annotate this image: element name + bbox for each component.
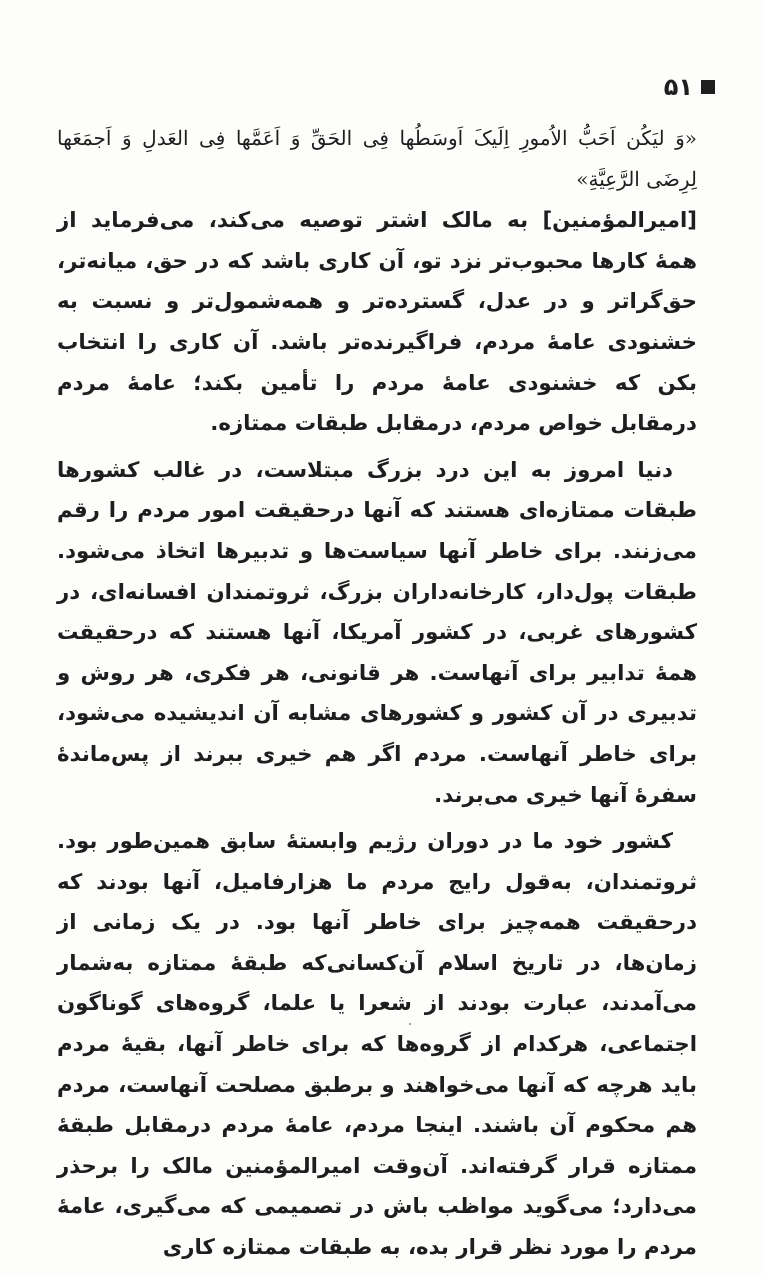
body-text xyxy=(57,118,697,1275)
paragraph: کشور خود ما در دوران رژیم وابستهٔ سابق همین‌طور بود. ثروتمندان، به‌قول رایج مردم ما هزارفامیل، آنها بودند که درحقیقت همه‌چیز برای خاطر آنها بود. در یک زمانی از زمان‌ها، در تاریخ اسلام آن‌کسانی‌که طبقهٔ ممتازه به‌شمار می‌آمدند، عبارت بودند از شعرا یا علما، گروه‌های گوناگون اجتماعی، هرکدام از گروه‌ها که برای خاطر آنها، بقیهٔ مردم باید هرچه که آنها می‌خواهند و برطبق مصلحت آنهاست، مردم هم محکوم آن باشند. اینجا مردم، عامهٔ مردم درمقابل طبقهٔ ممتازه قرار گرفته‌اند. آن‌وقت امیرالمؤمنین مالک را برحذر می‌دارد؛ می‌گوید مواظب باش در تصمیمی که می‌گیری، عامهٔ مردم را مورد نظر قرار بده، به طبقات ممتازه کاری xyxy=(57,829,697,1261)
print-speck xyxy=(409,1023,411,1025)
page-header xyxy=(664,70,715,104)
page-number: ۵۱ xyxy=(663,73,693,101)
paragraph: [امیرالمؤمنین] به مالک اشتر توصیه می‌کند، می‌فرماید از همهٔ کارها محبوب‌تر نزد تو، آن کاری باشد که در حق، میانه‌تر، حق‌گراتر و در عدل، گسترده‌تر و همه‌شمول‌تر و نسبت به خشنودی عامهٔ مردم، فراگیرنده‌تر باشد. آن کاری را انتخاب بکن که خشنودی عامهٔ مردم را تأمین بکند؛ عامهٔ مردم درمقابل خواص مردم، درمقابل طبقات ممتازه. xyxy=(57,208,697,437)
paragraph: دنیا امروز به این درد بزرگ مبتلاست، در غالب کشورها طبقات ممتازه‌ای هستند که آنها درحقیقت امور مردم را رقم می‌زنند. برای خاطر آنها سیاست‌ها و تدبیرها اتخاذ می‌شود. طبقات پول‌دار، کارخانه‌داران بزرگ، ثروتمندان افسانه‌ای، در کشورهای غربی، در کشور آمریکا، آنها هستند که درحقیقت همهٔ تدابیر برای آنهاست. هر قانونی، هر فکری، هر روش و تدبیری در آن کشور و کشورهای مشابه آن اندیشیده می‌شود، برای خاطر آنهاست. مردم اگر هم خیری ببرند از پس‌ماندهٔ سفرهٔ آنها خیری می‌برند. xyxy=(57,457,697,808)
page-marker-square xyxy=(701,80,715,94)
quote-paragraph: «وَ لیَکُن اَحَبُّ الاُمورِ اِلَیکَ اَوسَطُها فِی الحَقِّ وَ اَعَمَّها فِی العَدلِ وَ اَجمَعَها لِرِضَی الرَّعِیَّةِ» xyxy=(57,126,697,191)
